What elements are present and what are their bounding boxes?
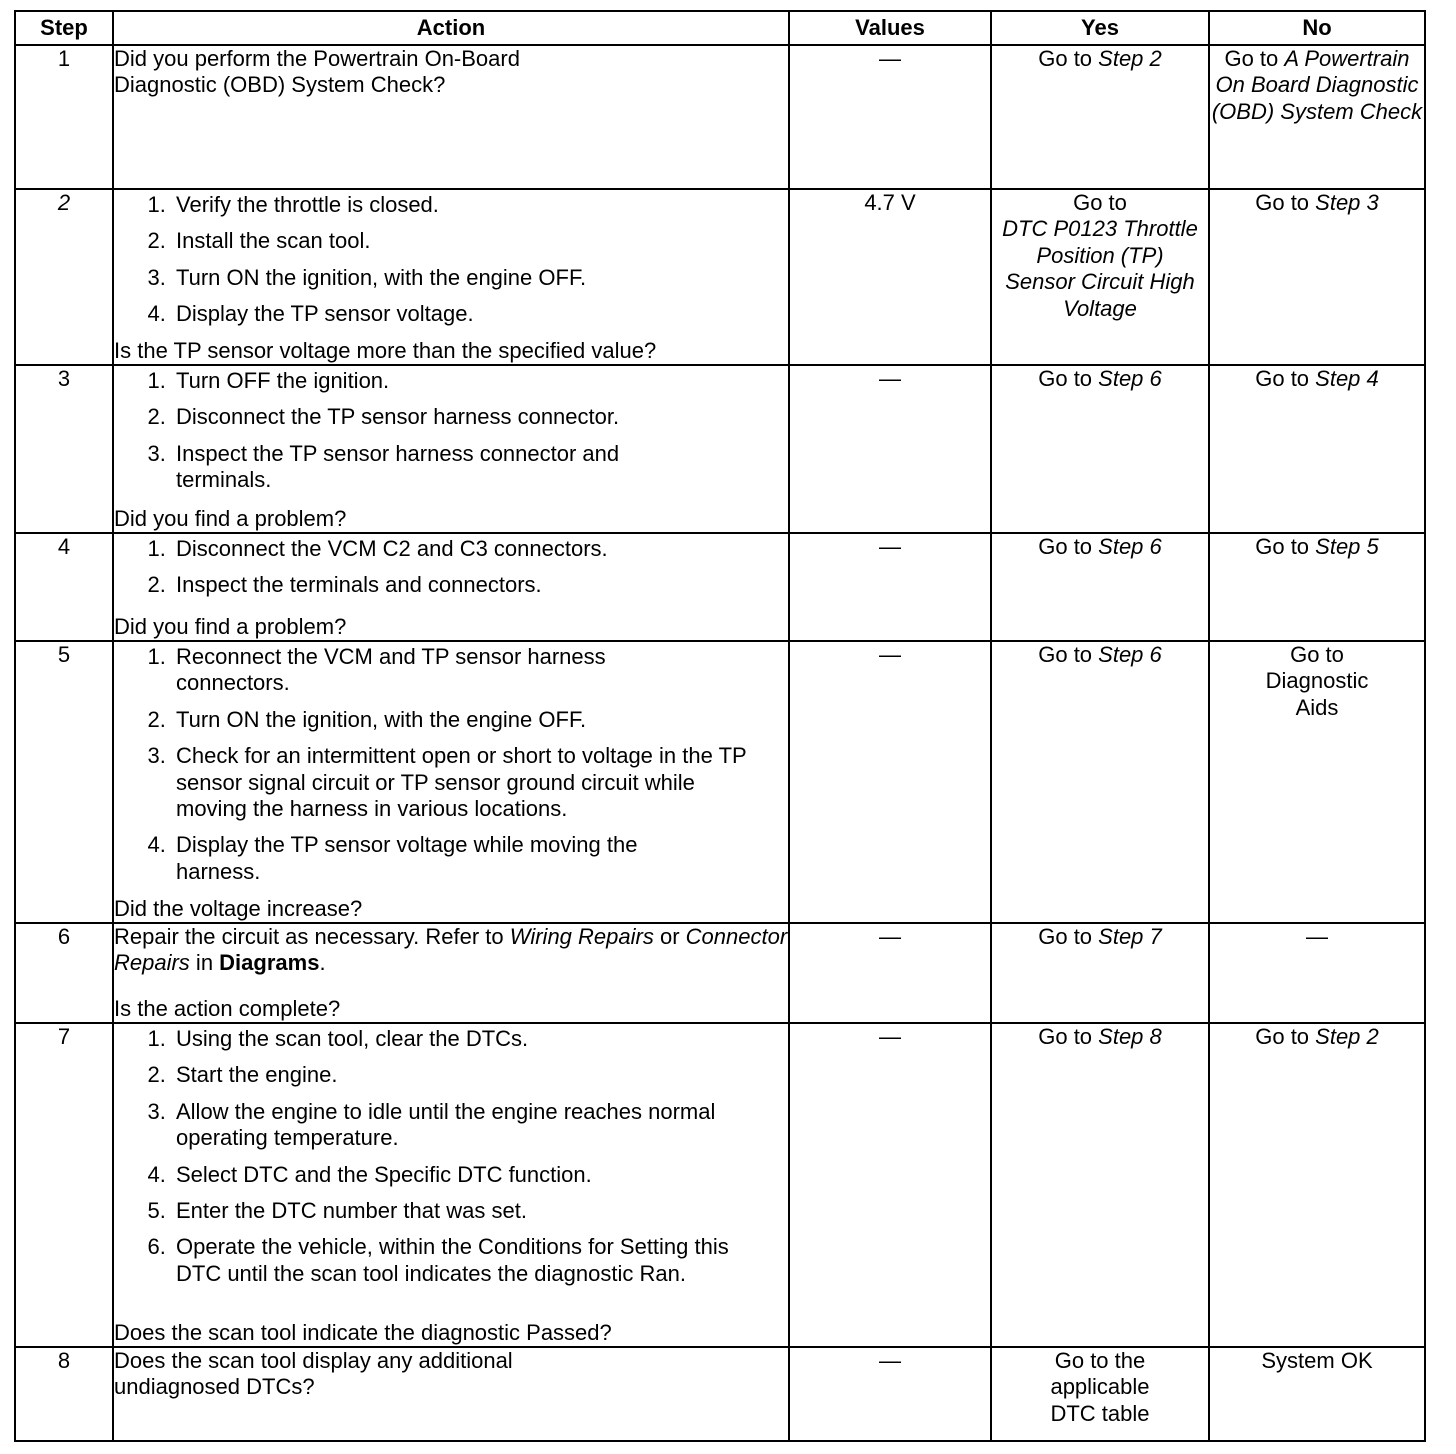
header-no: No — [1209, 11, 1425, 45]
action-question: Did the voltage increase? — [114, 895, 363, 921]
action-cell — [113, 641, 789, 923]
action-question: Did you find a problem? — [114, 505, 347, 531]
no-text: Go to — [1255, 1024, 1316, 1049]
header-action: Action — [113, 11, 789, 45]
yes-link[interactable]: Step 6 — [1098, 366, 1162, 391]
step-number: 3 — [15, 365, 113, 533]
action-cell — [113, 1023, 789, 1347]
table-row — [15, 923, 1425, 1023]
no-cell: System OK — [1209, 1347, 1425, 1441]
yes-link[interactable]: DTC P0123 Throttle Position (TP) Sensor Circuit High Voltage — [1002, 216, 1198, 321]
no-text: Go to — [1255, 190, 1316, 215]
substep: 3. Turn ON the ignition, with the engine OFF. — [172, 265, 788, 291]
step-number: 2 — [15, 189, 113, 365]
step-number: 1 — [15, 45, 113, 189]
yes-cell — [991, 45, 1209, 189]
substep: 4. Display the TP sensor voltage while moving the harness. — [172, 832, 716, 885]
substep: 2. Inspect the terminals and connectors. — [172, 572, 788, 598]
value-cell: — — [789, 365, 991, 533]
substep-list — [114, 368, 788, 504]
substep: 3. Check for an intermittent open or short to voltage in the TP sensor signal circuit or TP sensor ground circuit while moving the harness in various locations. — [172, 743, 766, 822]
value-cell: — — [789, 45, 991, 189]
instruction-text: in — [189, 950, 220, 976]
substep: 1. Reconnect the VCM and TP sensor harness connectors. — [172, 644, 676, 697]
substep: 6. Operate the vehicle, within the Conditions for Setting this DTC until the scan tool indicates the diagnostic Ran. — [172, 1234, 766, 1287]
action-question: Did you find a problem? — [114, 613, 347, 639]
yes-text: Go to — [1038, 46, 1099, 71]
substep: 1. Disconnect the VCM C2 and C3 connectors. — [172, 536, 788, 562]
no-text: Go to — [1255, 534, 1316, 559]
step-number: 8 — [15, 1347, 113, 1441]
yes-link[interactable]: Step 7 — [1098, 924, 1162, 949]
no-link[interactable]: Go to Diagnostic Aids — [1265, 642, 1369, 720]
no-cell: — — [1209, 923, 1425, 1023]
yes-text: Go to — [1038, 642, 1099, 667]
table-row — [15, 45, 1425, 189]
yes-text: Go to — [1038, 534, 1099, 559]
step-number: 4 — [15, 533, 113, 641]
value-cell: — — [789, 533, 991, 641]
yes-text: Go to — [1038, 366, 1099, 391]
substep-list — [114, 644, 788, 895]
diagrams-link[interactable]: Diagrams — [219, 950, 320, 976]
action-cell — [113, 1347, 789, 1441]
yes-text: Go to — [1038, 1024, 1099, 1049]
substep: 4. Display the TP sensor voltage. — [172, 301, 788, 327]
substep: 1. Using the scan tool, clear the DTCs. — [172, 1026, 788, 1052]
diagnostic-table — [14, 10, 1426, 1442]
yes-link[interactable]: Step 6 — [1098, 642, 1162, 667]
substep-list — [114, 1026, 788, 1297]
value-cell: — — [789, 1023, 991, 1347]
yes-link[interactable]: Step 2 — [1098, 46, 1162, 71]
yes-link[interactable]: Step 6 — [1098, 534, 1162, 559]
step-number: 5 — [15, 641, 113, 923]
yes-cell — [991, 189, 1209, 365]
action-question: Did you perform the Powertrain On-Board Diagnostic (OBD) System Check? — [114, 46, 520, 98]
no-cell — [1209, 45, 1425, 189]
action-cell — [113, 189, 789, 365]
yes-link[interactable]: Step 8 — [1098, 1024, 1162, 1049]
substep: 1. Verify the throttle is closed. — [172, 192, 788, 218]
instruction-text: Repair the circuit as necessary. Refer to — [114, 924, 510, 949]
header-row — [15, 11, 1425, 45]
substep: 4. Select DTC and the Specific DTC function. — [172, 1162, 788, 1188]
substep: 2. Start the engine. — [172, 1062, 788, 1088]
value-cell: 4.7 V — [789, 189, 991, 365]
table-row — [15, 189, 1425, 365]
yes-link[interactable]: Go to the applicable DTC table — [1050, 1348, 1150, 1426]
step-number: 6 — [15, 923, 113, 1023]
step-number: 7 — [15, 1023, 113, 1347]
action-question: Is the TP sensor voltage more than the specified value? — [114, 337, 657, 363]
yes-cell — [991, 1023, 1209, 1347]
header-values: Values — [789, 11, 991, 45]
table-row — [15, 365, 1425, 533]
connector-repairs-link[interactable]: Connector Repairs — [114, 924, 788, 976]
substep: 2. Disconnect the TP sensor harness connector. — [172, 404, 788, 430]
no-cell — [1209, 365, 1425, 533]
yes-cell — [991, 923, 1209, 1023]
header-yes: Yes — [991, 11, 1209, 45]
yes-cell — [991, 365, 1209, 533]
no-link[interactable]: A Powertrain On Board Diagnostic (OBD) System Check — [1211, 46, 1423, 124]
action-cell — [113, 923, 789, 1023]
substep: 2. Install the scan tool. — [172, 228, 788, 254]
value-cell: — — [789, 1347, 991, 1441]
substep-list — [114, 536, 788, 609]
yes-cell — [991, 1347, 1209, 1441]
value-cell: — — [789, 923, 991, 1023]
no-text: Go to — [1255, 366, 1316, 391]
no-cell — [1209, 533, 1425, 641]
substep: 5. Enter the DTC number that was set. — [172, 1198, 788, 1224]
substep: 3. Inspect the TP sensor harness connector and terminals. — [172, 441, 676, 494]
action-instruction — [114, 924, 788, 977]
no-link[interactable]: Step 2 — [1315, 1024, 1379, 1049]
yes-text: Go to — [1038, 924, 1099, 949]
action-question: Is the action complete? — [114, 995, 341, 1021]
substep: 2. Turn ON the ignition, with the engine OFF. — [172, 707, 788, 733]
wiring-repairs-link[interactable]: Wiring Repairs — [509, 924, 654, 949]
table-row — [15, 1347, 1425, 1441]
action-question: Does the scan tool indicate the diagnostic Passed? — [114, 1319, 612, 1345]
no-text: Go to — [1224, 46, 1285, 71]
no-link[interactable]: Step 5 — [1315, 534, 1379, 559]
action-cell — [113, 365, 789, 533]
action-cell — [113, 533, 789, 641]
instruction-text: or — [653, 924, 686, 949]
substep: 3. Allow the engine to idle until the engine reaches normal operating temperature. — [172, 1099, 716, 1152]
table-row — [15, 1023, 1425, 1347]
no-link[interactable]: Step 4 — [1315, 366, 1379, 391]
no-link[interactable]: Step 3 — [1315, 190, 1379, 215]
yes-cell — [991, 533, 1209, 641]
substep: 1. Turn OFF the ignition. — [172, 368, 788, 394]
instruction-text: . — [319, 950, 326, 976]
action-cell — [113, 45, 789, 189]
value-cell: — — [789, 641, 991, 923]
header-step: Step — [15, 11, 113, 45]
yes-cell — [991, 641, 1209, 923]
no-cell — [1209, 189, 1425, 365]
yes-text: Go to — [1073, 190, 1127, 215]
table-row — [15, 533, 1425, 641]
no-cell — [1209, 641, 1425, 923]
table-row — [15, 641, 1425, 923]
substep-list — [114, 192, 788, 338]
action-question: Does the scan tool display any additional undiagnosed DTCs? — [114, 1348, 513, 1400]
no-cell — [1209, 1023, 1425, 1347]
